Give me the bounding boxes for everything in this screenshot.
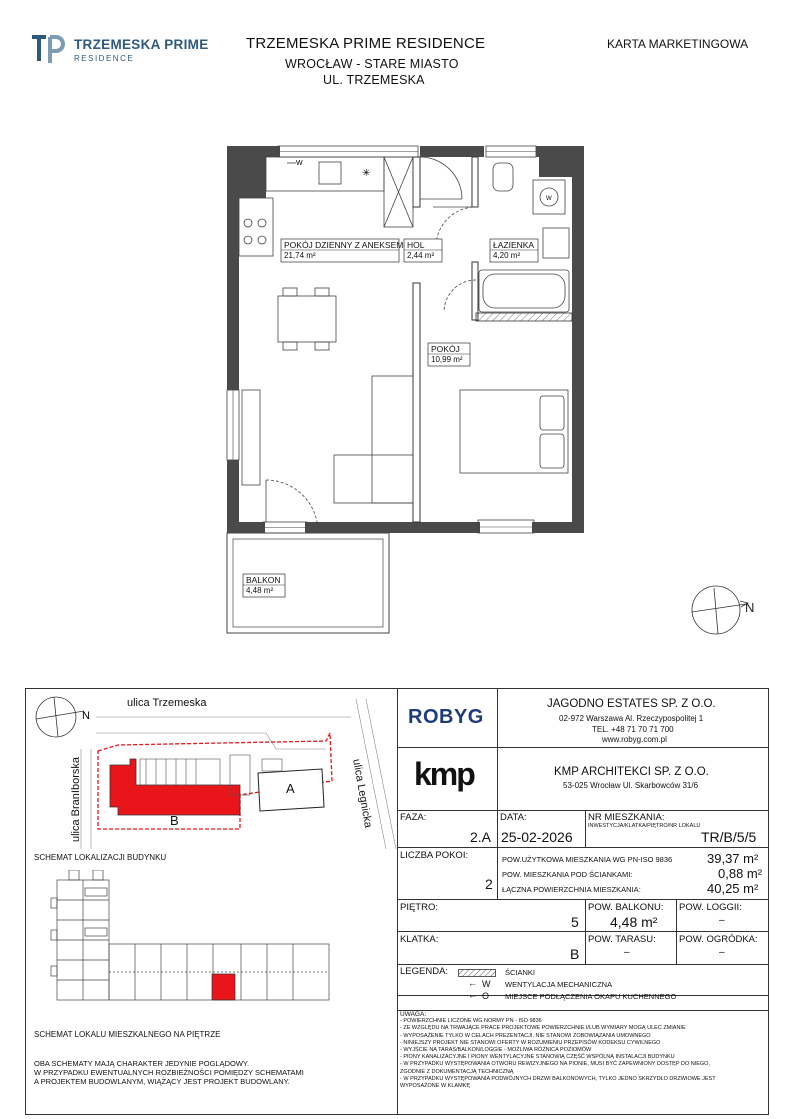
info-panel-divider [397, 688, 398, 1114]
legend-w: WENTYLACJA MECHANICZNA [505, 980, 613, 989]
legend-walls: ŚCIANKI [505, 968, 536, 977]
taras-value: – [624, 947, 630, 958]
site-plan-caption: SCHEMAT LOKALIZACJI BUDYNKU [34, 853, 167, 862]
brand-name: TRZEMESKA PRIME [74, 37, 209, 52]
street-left-label: ulica BranIborska [70, 757, 82, 842]
area1-label: POW.UŻYTKOWA MIESZKANIA WG PN-ISO 9836 [502, 855, 673, 864]
disclaimer-line-3: A PROJEKTEM BUDOWLANYM, WIĄŻĄCY JEST PROJEKT BUDOWLANY. [34, 1077, 290, 1086]
legend-o: MIEJSCE PODŁĄCZENIA OKAPU KUCHENNEGO [505, 992, 677, 1001]
legend-o-key: O [482, 991, 490, 1001]
pietro-label: PIĘTRO: [400, 902, 439, 913]
note-line: WYPOSAŻONE W KLAMKĘ [400, 1083, 470, 1090]
ogrodek-label: POW. OGRÓDKA: [679, 934, 758, 945]
compass-icon [692, 586, 748, 634]
svg-text:W: W [546, 196, 552, 202]
note-line: - NINIEJSZY PROJEKT NIE STANOWI OFERTY W ROZUMIENIU PRZEPISÓW KODEKSU CYWILNEGO [400, 1039, 661, 1046]
street-line: UL. TRZEMESKA [323, 73, 425, 87]
pokoi-label: LICZBA POKOI: [400, 850, 469, 861]
site-compass-icon [36, 697, 84, 737]
area2-value: 0,88 m² [718, 866, 763, 881]
legend-o-arrow-icon: ← [468, 990, 477, 1000]
loggia-label: POW. LOGGII: [679, 902, 742, 913]
room-hall-name: HOL [407, 240, 425, 250]
data-value: 25-02-2026 [501, 829, 573, 845]
area2-label: POW. MIESZKANIA POD ŚCIANKAMI: [502, 870, 633, 879]
developer-tel: TEL. +48 71 70 71 700 [592, 725, 674, 734]
page-title: TRZEMESKA PRIME RESIDENCE [246, 35, 486, 52]
disclaimer-line-1: OBA SCHEMATY MAJĄ CHARAKTER JEDYNIE POGLĄDOWY. [34, 1059, 250, 1068]
area3-value: 40,25 m² [707, 881, 759, 896]
note-line: - WYPOSAŻENIE TYLKO W CELACH PREZENTACJI, NIE STANOWI ZOBOWIĄZANIA UMOWNEGO [400, 1032, 651, 1039]
architect-address: 53-025 Wrocław Ul. Skarbowców 31/6 [563, 781, 699, 790]
data-label: DATA: [500, 812, 527, 823]
room-bedroom-area: 10,99 m² [431, 355, 463, 364]
svg-text:✳: ✳ [362, 168, 371, 179]
loggia-value: – [719, 915, 725, 926]
faza-label: FAZA: [400, 812, 427, 823]
svg-text:W: W [296, 160, 303, 167]
note-line: - POWIERZCHNIE LICZONE WG NORMY PN - ISO 9836 [400, 1018, 542, 1025]
note-line: - W PRZYPADKU WYSTĘPOWANIA PODWÓJNYCH DRZWI BALKONOWYCH, TYLKO JEDNO SKRZYDŁO DRZWIOWE JEST [400, 1075, 716, 1082]
room-bath-name: ŁAZIENKA [493, 240, 535, 250]
area1-value: 39,37 m² [707, 851, 759, 866]
room-hall-area: 2,44 m² [407, 251, 435, 260]
svg-text:N: N [745, 600, 755, 615]
architect-name: KMP ARCHITEKCI SP. Z O.O. [554, 766, 709, 778]
svg-text:N: N [82, 710, 90, 722]
note-line: - W PRZYPADKU WYSTĘPOWANIA OTWORU REWIZYJNEGO NA PIONIE, MUSI BYĆ ZAPEWNIONY DOSTĘP DO NIEGO, [400, 1061, 710, 1068]
legend-w-arrow-icon: ← [468, 978, 477, 988]
room-bedroom-name: POKÓJ [431, 344, 460, 354]
developer-address: 02-972 Warszawa Al. Rzeczypospolitej 1 [559, 714, 704, 723]
brand-sub: RESIDENCE [74, 54, 135, 63]
nr-value: TR/B/5/5 [701, 829, 757, 845]
outer-walls [227, 146, 584, 533]
developer-name: JAGODNO ESTATES SP. Z O.O. [547, 698, 716, 710]
note-line: - WYJŚCIE NA TARAS/BALKON/LOGGIE - MOŻLIWA RÓŻNICA POZIOMÓW [400, 1047, 592, 1054]
klatka-label: KLATKA: [400, 934, 439, 945]
notes-block [400, 1011, 765, 1090]
street-right-label: ulica Legnicka [350, 758, 375, 829]
note-line: - ZE WZGLĘDU NA TRWAJĄCE PRACE PROJEKTOWE POWIERZCHNIE I/LUB WYMIARY MOGĄ ULEC ZMIANIE [400, 1025, 686, 1032]
room-living-name: POKÓJ DZIENNY Z ANEKSEM [284, 240, 404, 250]
building-b-label: B [170, 813, 179, 828]
location-line: WROCŁAW - STARE MIASTO [285, 57, 459, 71]
note-line: - PIONY KANALIZACYJNE I PIONY WENTYLACYJNE STANOWIĄ CZĘŚĆ WSPÓLNĄ INSTALACJI BUDYNKU [400, 1054, 675, 1061]
floor-plan-caption: SCHEMAT LOKALU MIESZKALNEGO NA PIĘTRZE [34, 1030, 221, 1039]
ogrodek-value: – [719, 947, 725, 958]
taras-label: POW. TARASU: [588, 934, 656, 945]
developer-www: www.robyg.com.pl [602, 735, 667, 744]
kmp-logo: kmp [414, 756, 474, 792]
room-living-area: 21,74 m² [284, 251, 316, 260]
wall-hatch-icon [458, 969, 496, 977]
legend-w-key: W [482, 979, 491, 989]
robyg-logo: ROBYG [408, 706, 484, 728]
nr-sub: INWESTYCJA/KLATKA/PIĘTRO/NR LOKALU [588, 823, 701, 829]
note-line: UWAGA: [400, 1011, 427, 1018]
note-line: ZGODNIE Z DOKUMENTACJĄ TECHNICZNĄ [400, 1068, 514, 1075]
room-bath-area: 4,20 m² [493, 251, 521, 260]
balkon-label: POW. BALKONU: [588, 902, 664, 913]
balkon-value: 4,48 m² [610, 914, 658, 930]
room-balcony-area: 4,48 m² [246, 586, 274, 595]
building-a-label: A [286, 781, 295, 796]
nr-label: NR MIESZKANIA: [588, 812, 665, 823]
floor-schematic [45, 870, 345, 1020]
legend-label: LEGENDA: [400, 966, 449, 977]
pokoi-value: 2 [485, 876, 493, 892]
disclaimer-line-2: W PRZYPADKU EWENTUALNYCH ROZBIEŻNOŚCI POMIĘDZY SCHEMATAMI [34, 1068, 304, 1077]
pietro-value: 5 [571, 914, 579, 930]
klatka-value: B [570, 946, 580, 962]
area3-label: ŁĄCZNA POWIERZCHNIA MIESZKANIA: [502, 885, 641, 894]
faza-value: 2.A [470, 829, 492, 845]
street-top-label: ulica Trzemeska [127, 697, 207, 709]
room-balcony-name: BALKON [246, 575, 281, 585]
card-type: KARTA MARKETINGOWA [607, 37, 749, 51]
